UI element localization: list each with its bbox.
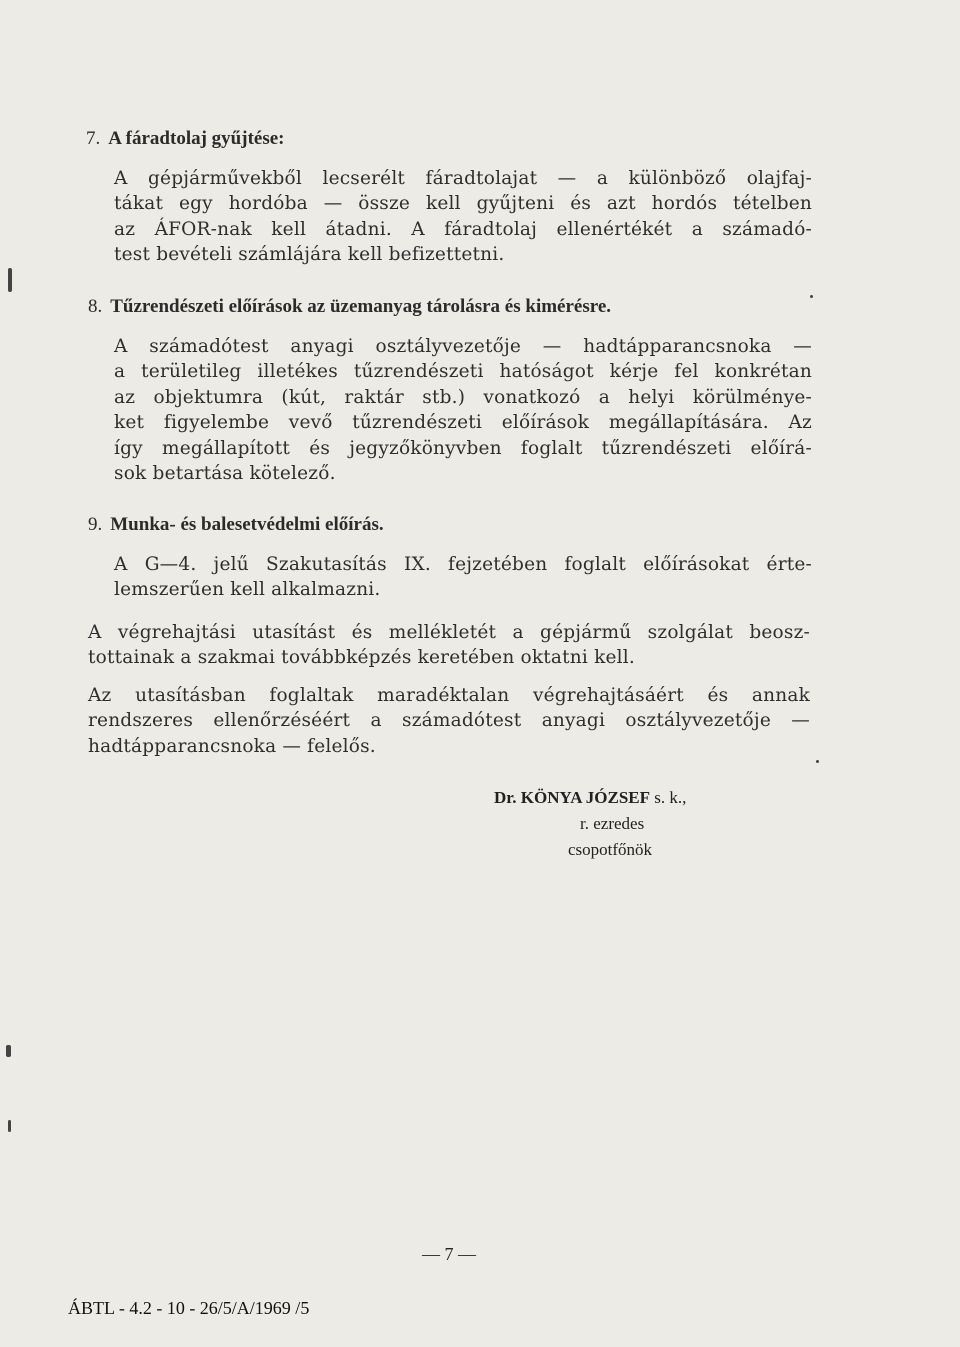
- section-8-number: 8.: [88, 296, 103, 317]
- section-7-title: A fáradtolaj gyűjtése:: [108, 128, 285, 149]
- text-line: test bevételi számlájára kell befizettetni.: [114, 244, 505, 266]
- page-number: — 7 —: [422, 1244, 476, 1264]
- text-line: A számadótest anyagi osztályvezetője — hadtápparancsnoka —: [114, 336, 812, 357]
- text-line: ket figyelembe vevő tűzrendészeti előírások megállapítására. Az: [114, 412, 812, 434]
- text-line: hadtápparancsnoka — felelős.: [88, 735, 376, 757]
- text-line: lemszerűen kell alkalmazni.: [114, 579, 381, 601]
- scan-mark: [810, 295, 813, 298]
- signatory-position: csopotfőnök: [568, 840, 653, 859]
- section-8-title: Tűzrendészeti előírások az üzemanyag tárolásra és kimérésre.: [110, 296, 612, 317]
- signature-name-line: [494, 788, 686, 808]
- section-9-number: 9.: [88, 514, 103, 535]
- archive-reference: ÁBTL - 4.2 - 10 - 26/5/A/1969 /5: [68, 1298, 310, 1318]
- text-line: az objektumra (kút, raktár stb.) vonatkozó a helyi körülménye-: [114, 386, 812, 408]
- text-line: a területileg illetékes tűzrendészeti hatóságot kérje fel konkrétan: [114, 361, 812, 383]
- text-line: sok betartása kötelező.: [114, 463, 336, 485]
- section-9-body: [114, 552, 812, 603]
- section-8-heading: [88, 296, 611, 318]
- section-7-body: [114, 166, 812, 268]
- training-paragraph: [88, 620, 810, 671]
- signatory-rank: r. ezredes: [580, 814, 645, 833]
- text-line: az ÁFOR-nak kell átadni. A fáradtolaj ellenértékét a számadó-: [114, 218, 812, 240]
- text-line: így megállapított és jegyzőkönyvben foglalt tűzrendészeti előírá-: [114, 437, 812, 459]
- text-line: rendszeres ellenőrzéséért a számadótest anyagi osztályvezetője —: [88, 710, 810, 732]
- scan-mark: [8, 1120, 11, 1132]
- text-line: A gépjárművekből lecserélt fáradtolajat — a különböző olajfaj-: [114, 168, 812, 189]
- signatory-suffix: s. k.,: [654, 788, 687, 807]
- text-line: tottainak a szakmai továbbképzés keretében oktatni kell.: [88, 647, 635, 669]
- section-7-number: 7.: [86, 128, 101, 149]
- scan-mark: [8, 268, 12, 292]
- text-line: Az utasításban foglaltak maradéktalan végrehajtásáért és annak: [88, 685, 810, 706]
- text-line: A végrehajtási utasítást és mellékletét a gépjármű szolgálat beosz-: [88, 622, 810, 643]
- text-line: tákat egy hordóba — össze kell gyűjteni és azt hordós tételben: [114, 193, 812, 215]
- section-7-heading: [86, 128, 285, 150]
- section-8-body: [114, 334, 812, 486]
- signatory-name: Dr. KÖNYA JÓZSEF: [494, 788, 651, 807]
- section-9-title: Munka- és balesetvédelmi előírás.: [110, 514, 384, 535]
- text-line: A G—4. jelű Szakutasítás IX. fejzetében foglalt előírásokat érte-: [114, 554, 812, 575]
- scan-mark: [816, 760, 819, 763]
- section-9-heading: [88, 514, 384, 536]
- responsibility-paragraph: [88, 683, 810, 759]
- scan-mark: [6, 1045, 11, 1057]
